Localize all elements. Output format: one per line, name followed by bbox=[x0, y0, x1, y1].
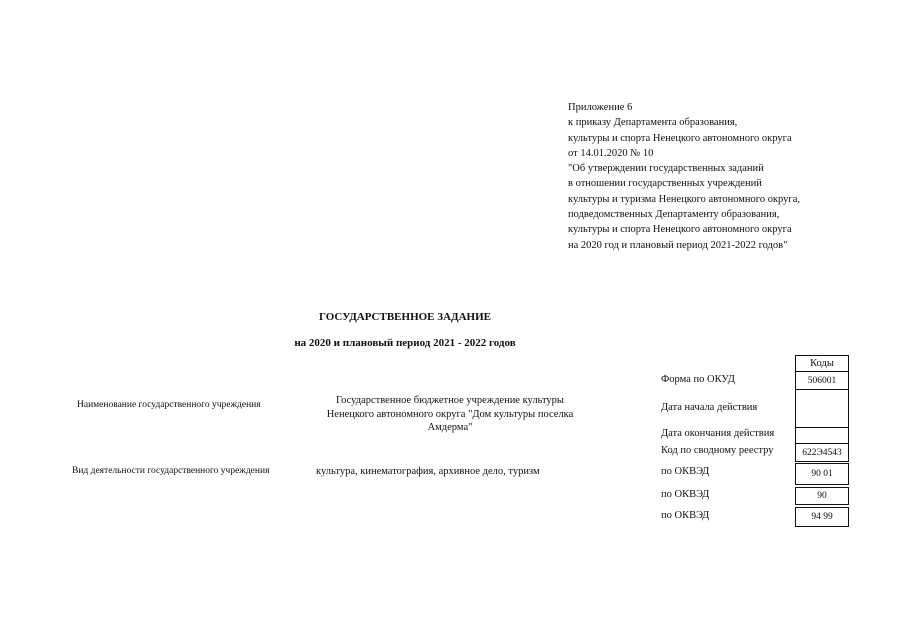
institution-name-label: Наименование государственного учреждения bbox=[77, 400, 261, 410]
institution-name-value bbox=[300, 394, 600, 435]
appendix-line: Приложение 6 bbox=[568, 102, 633, 113]
appendix-header bbox=[568, 100, 888, 253]
institution-name-line: Амдерма" bbox=[427, 422, 473, 433]
code-value-okved-3: 94 99 bbox=[795, 507, 849, 527]
activity-label: Вид деятельности государственного учреждения bbox=[72, 466, 270, 476]
appendix-line: подведомственных Департаменту образования, bbox=[568, 209, 780, 221]
appendix-line: от 14.01.2020 № 10 bbox=[568, 147, 654, 159]
appendix-line: на 2020 год и плановый период 2021-2022 годов" bbox=[568, 239, 788, 251]
appendix-line: культуры и спорта Ненецкого автономного округа bbox=[568, 132, 792, 144]
code-label-registry: Код по сводному реестру bbox=[661, 445, 774, 456]
appendix-line: в отношении государственных учреждений bbox=[568, 178, 762, 190]
code-value-okved-2: 90 bbox=[795, 487, 849, 505]
appendix-line: к приказу Департамента образования, bbox=[568, 117, 738, 129]
institution-name-line: Государственное бюджетное учреждение культуры bbox=[336, 395, 564, 406]
activity-value: культура, кинематография, архивное дело, туризм bbox=[316, 466, 540, 477]
appendix-line: культуры и спорта Ненецкого автономного округа bbox=[568, 224, 792, 236]
document-subtitle: на 2020 и плановый период 2021 - 2022 годов bbox=[294, 337, 516, 349]
codes-header: Коды bbox=[796, 356, 849, 372]
code-label-okved-1: по ОКВЭД bbox=[661, 466, 710, 477]
code-value-okved-1: 90 01 bbox=[795, 463, 849, 485]
codes-table bbox=[795, 355, 849, 462]
code-label-end-date: Дата окончания действия bbox=[661, 428, 775, 439]
code-value-end-date bbox=[796, 428, 849, 444]
code-label-start-date: Дата начала действия bbox=[661, 402, 758, 413]
appendix-line: "Об утверждении государственных заданий bbox=[568, 163, 764, 175]
code-value-start-date bbox=[796, 390, 849, 428]
code-label-okved-3: по ОКВЭД bbox=[661, 510, 710, 521]
code-label-okved-2: по ОКВЭД bbox=[661, 489, 710, 500]
code-value-okud: 506001 bbox=[796, 372, 849, 390]
code-value-registry: 622Э4543 bbox=[796, 444, 849, 462]
document-title: ГОСУДАРСТВЕННОЕ ЗАДАНИЕ bbox=[319, 311, 491, 323]
institution-name-line: Ненецкого автономного округа "Дом культуры поселка bbox=[326, 408, 574, 420]
appendix-line: культуры и туризма Ненецкого автономного округа, bbox=[568, 193, 801, 205]
code-label-okud: Форма по ОКУД bbox=[661, 374, 735, 385]
